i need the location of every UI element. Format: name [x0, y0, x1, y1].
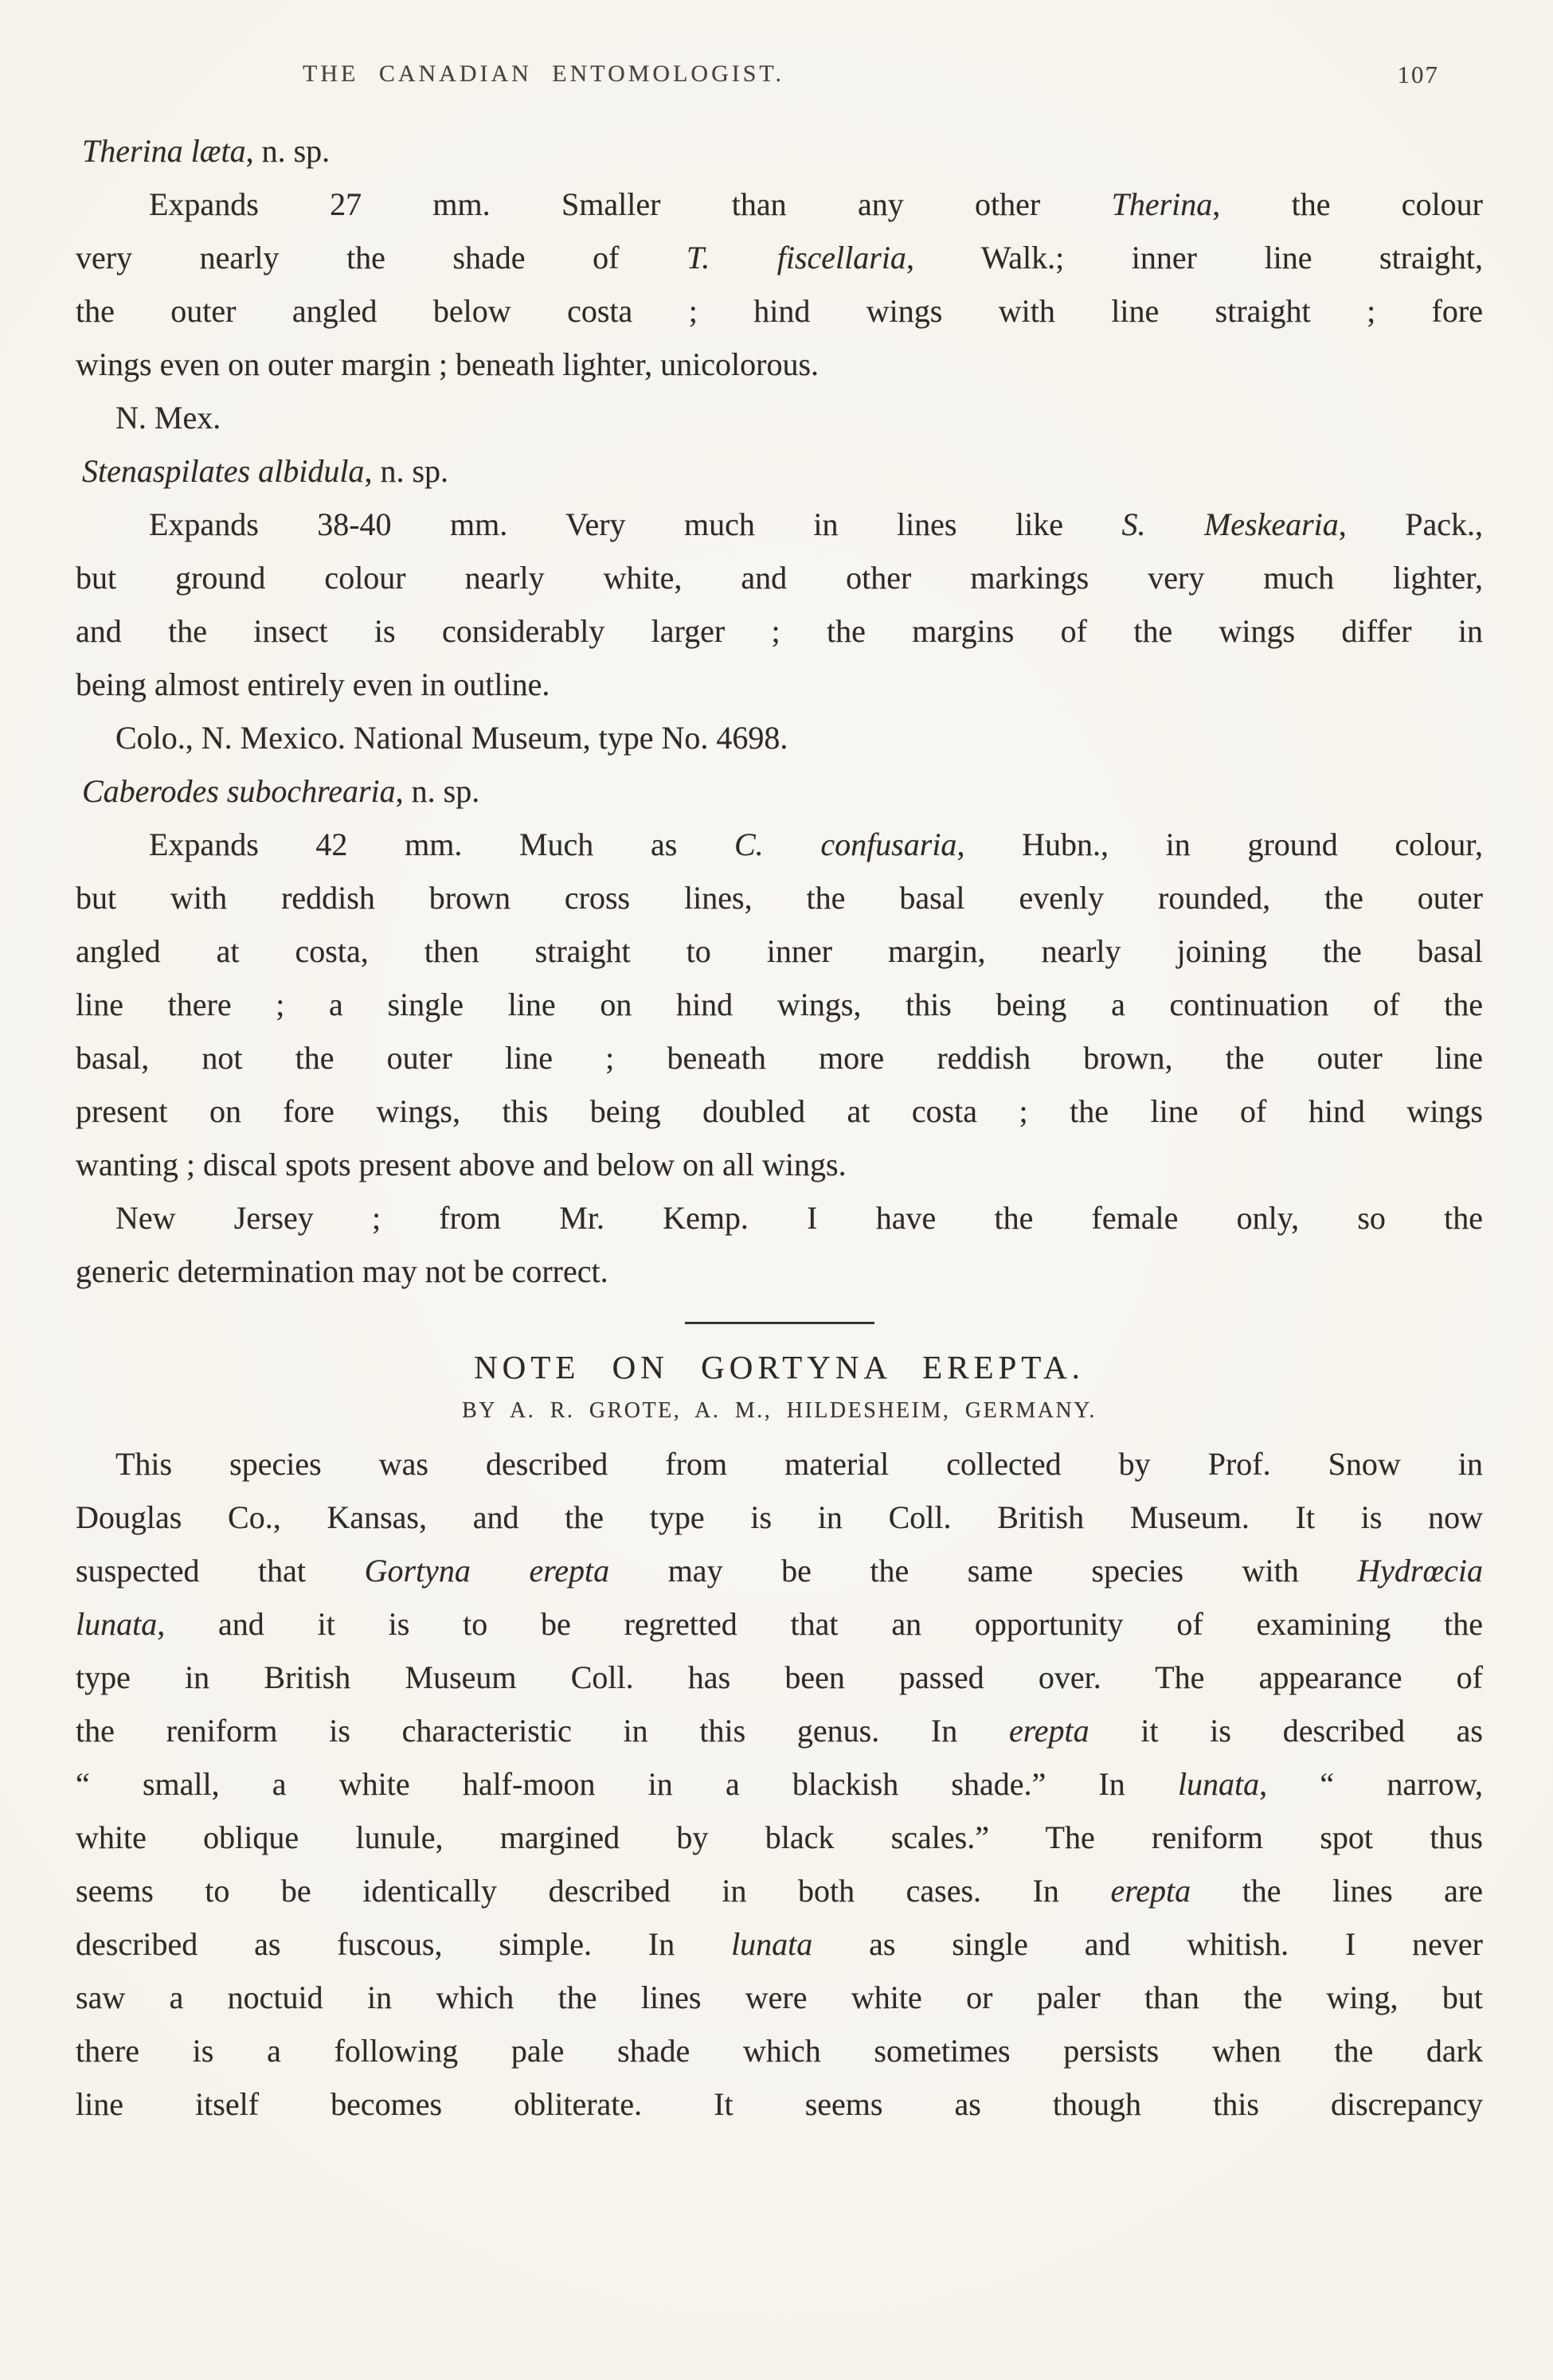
text-line: [76, 1811, 1483, 1864]
article-byline: BY A. R. GROTE, A. M., HILDESHEIM, GERMANY.: [462, 1398, 1097, 1423]
text-segment: Expands 42 mm. Much as: [149, 827, 734, 862]
text-line: [76, 1031, 1483, 1084]
text-line: [76, 1191, 1483, 1245]
text-segment: it is described as: [1089, 1713, 1483, 1749]
text-line: [76, 1917, 1483, 1971]
text-segment: described as fuscous, simple. In: [76, 1926, 732, 1962]
taxon-name: lunata: [76, 1606, 158, 1642]
text-segment: Colo., N. Mexico. National Museum, type No. 4698.: [115, 720, 788, 756]
text-segment: may be the same species with: [609, 1553, 1358, 1589]
text-line: [76, 1544, 1483, 1597]
text-segment: basal, not the outer line ; beneath more reddish brown, the outer line: [76, 1040, 1483, 1076]
taxon-name: lunata: [731, 1926, 813, 1962]
text-segment: there is a following pale shade which sometimes persists when the dark: [76, 2033, 1483, 2069]
page-number: 107: [1397, 61, 1439, 88]
text-line: [76, 711, 1483, 764]
text-segment: being almost entirely even in outline.: [76, 666, 550, 702]
text-line: [76, 444, 1483, 498]
taxon-name: C. confusaria: [733, 827, 957, 862]
text-line: [76, 978, 1483, 1031]
text-line: [76, 1491, 1483, 1544]
text-segment: saw a noctuid in which the lines were white or paler than the wing, but: [76, 1979, 1483, 2015]
taxon-name: Therina læta: [82, 133, 246, 169]
running-head: [76, 61, 1477, 96]
text-segment: , and it is to be regretted that an opportunity of examining the: [157, 1606, 1483, 1642]
text-line: [76, 924, 1483, 978]
text-line: [76, 1704, 1483, 1757]
text-segment: the lines are: [1191, 1873, 1483, 1909]
text-line: [76, 231, 1483, 284]
locality-line-colo-n-mexico: [76, 711, 1483, 764]
description-paragraph-therina: [76, 178, 1483, 391]
text-segment: wings even on outer margin ; beneath lighter, unicolorous.: [76, 346, 820, 382]
text-line: [76, 284, 1483, 338]
text-line: [76, 1597, 1483, 1651]
text-segment: This species was described from material collected by Prof. Snow in: [115, 1446, 1483, 1482]
text-segment: type in British Museum Coll. has been passed over. The appearance of: [76, 1659, 1483, 1695]
taxon-name: S. Meskearia: [1121, 506, 1339, 542]
text-segment: , n. sp.: [364, 453, 449, 489]
text-line: [76, 658, 1483, 711]
locality-line-n-mex: [76, 391, 1483, 444]
text-line: [76, 338, 1483, 391]
text-segment: wanting ; discal spots present above and below on all wings.: [76, 1147, 847, 1182]
text-segment: , n. sp.: [245, 133, 331, 169]
text-segment: and the insect is considerably larger ; the margins of the wings differ in: [76, 613, 1483, 649]
text-segment: seems to be identically described in both cases. In: [76, 1873, 1111, 1909]
text-line: [76, 178, 1483, 231]
text-line: [76, 1864, 1483, 1917]
description-paragraph-caberodes: [76, 818, 1483, 1191]
page-body: [76, 124, 1483, 2131]
text-segment: suspected that: [76, 1553, 365, 1589]
scanned-journal-page: [0, 61, 1553, 2380]
text-segment: , Hubn., in ground colour,: [956, 827, 1484, 862]
journal-title: THE CANADIAN ENTOMOLOGIST.: [303, 61, 785, 87]
taxon-name: Therina: [1111, 186, 1213, 222]
text-segment: , n. sp.: [395, 773, 480, 809]
text-segment: very nearly the shade of: [76, 240, 687, 276]
text-line: [76, 604, 1483, 658]
text-line: [76, 818, 1483, 871]
text-segment: but with reddish brown cross lines, the basal evenly rounded, the outer: [76, 880, 1483, 916]
text-segment: the reniform is characteristic in this genus. In: [76, 1713, 1009, 1749]
article-paragraph-gortyna: [76, 1437, 1483, 2131]
text-line: [76, 1437, 1483, 1491]
text-line: [76, 764, 1483, 818]
text-segment: , Pack.,: [1338, 506, 1483, 542]
taxon-name: erepta: [1008, 1713, 1089, 1749]
text-line: [76, 124, 1483, 178]
text-segment: Expands 38-40 mm. Very much in lines like: [149, 506, 1122, 542]
text-line: [76, 2024, 1483, 2077]
species-heading-stenaspilates-albidula: [76, 444, 1483, 498]
text-line: [76, 1245, 1483, 1298]
text-segment: “ small, a white half-moon in a blackish shade.” In: [76, 1766, 1178, 1802]
text-line: [76, 871, 1483, 924]
section-divider: [685, 1322, 874, 1324]
taxon-name: T. fiscellaria: [686, 240, 906, 276]
text-segment: Douglas Co., Kansas, and the type is in Coll. British Museum. It is now: [76, 1499, 1483, 1535]
taxon-name: Hydrœcia: [1357, 1553, 1484, 1589]
taxon-name: Stenaspilates albidula: [82, 453, 365, 489]
text-line: [76, 391, 1483, 444]
text-segment: , Walk.; inner line straight,: [906, 240, 1484, 276]
text-segment: , the colour: [1212, 186, 1483, 222]
taxon-name: erepta: [1110, 1873, 1191, 1909]
text-line: [76, 1138, 1483, 1191]
taxon-name: lunata: [1177, 1766, 1260, 1802]
text-segment: line itself becomes obliterate. It seems as though this discrepancy: [76, 2086, 1483, 2122]
species-heading-caberodes-subochrearia: [76, 764, 1483, 818]
text-segment: angled at costa, then straight to inner margin, nearly joining the basal: [76, 933, 1483, 969]
text-line: [76, 498, 1483, 551]
text-segment: New Jersey ; from Mr. Kemp. I have the female only, so the: [115, 1200, 1483, 1236]
description-paragraph-stenaspilates: [76, 498, 1483, 711]
text-line: [76, 2077, 1483, 2131]
closing-paragraph-new-jersey: [76, 1191, 1483, 1298]
text-segment: line there ; a single line on hind wings, this being a continuation of the: [76, 987, 1483, 1022]
text-segment: , “ narrow,: [1259, 1766, 1483, 1802]
text-segment: as single and whitish. I never: [812, 1926, 1483, 1962]
text-segment: white oblique lunule, margined by black scales.” The reniform spot thus: [76, 1819, 1483, 1855]
taxon-name: Gortyna erepta: [364, 1553, 610, 1589]
text-segment: Expands 27 mm. Smaller than any other: [149, 186, 1112, 222]
text-segment: N. Mex.: [115, 400, 221, 436]
text-segment: the outer angled below costa ; hind wings with line straight ; fore: [76, 293, 1483, 329]
text-line: [76, 551, 1483, 604]
species-heading-therina-laeta: [76, 124, 1483, 178]
text-segment: generic determination may not be correct.: [76, 1253, 608, 1289]
text-line: [76, 1757, 1483, 1811]
text-segment: but ground colour nearly white, and other markings very much lighter,: [76, 560, 1483, 596]
taxon-name: Caberodes subochrearia: [82, 773, 396, 809]
text-line: [76, 1971, 1483, 2024]
text-segment: present on fore wings, this being doubled at costa ; the line of hind wings: [76, 1093, 1483, 1129]
text-line: [76, 1084, 1483, 1138]
text-line: [76, 1651, 1483, 1704]
article-title: NOTE ON GORTYNA EREPTA.: [474, 1349, 1085, 1385]
